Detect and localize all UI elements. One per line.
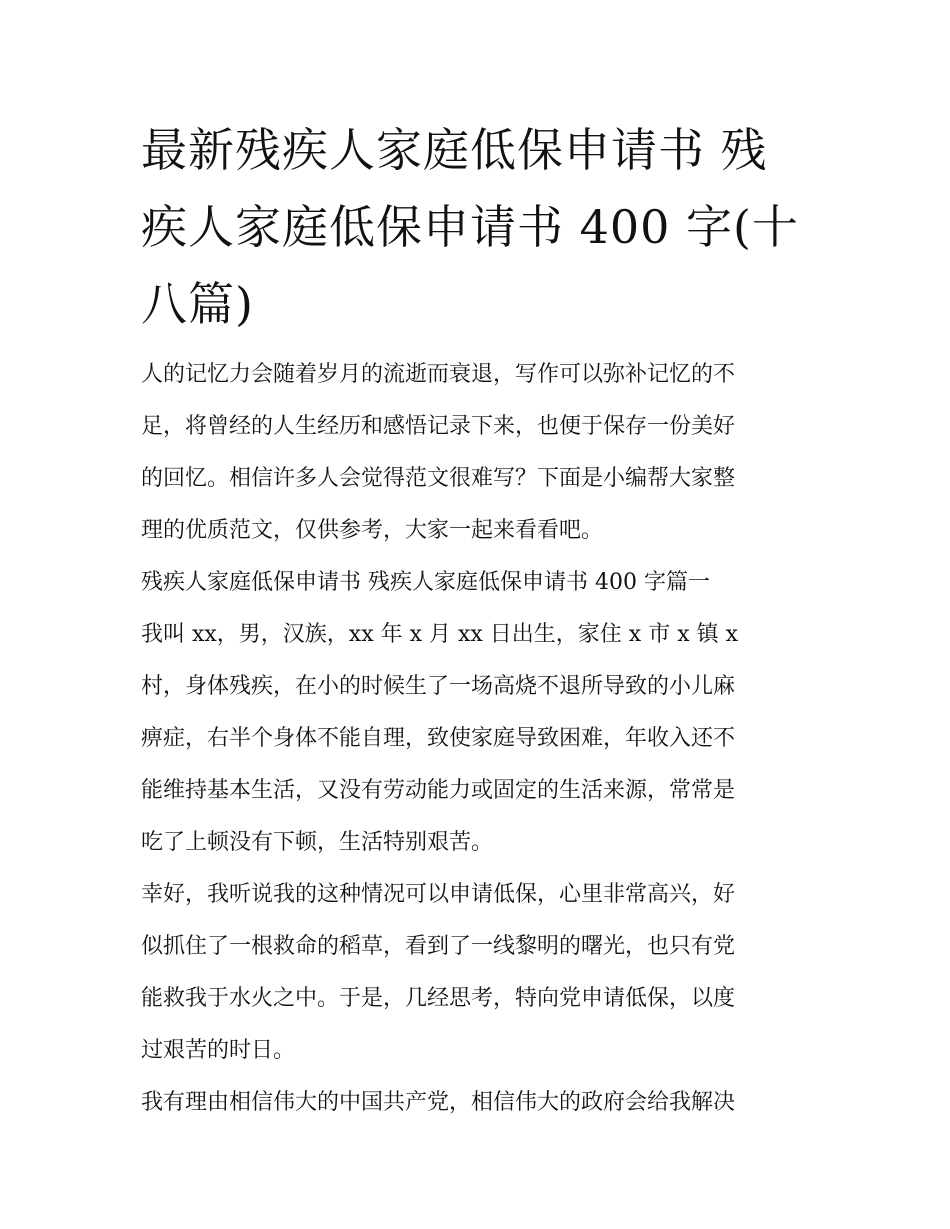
title-line-3: 八篇) [141,277,254,331]
body-line: 幸好，我听说我的这种情况可以申请低保，心里非常高兴，好 [141,882,736,907]
title-line-2: 疾人家庭低保申请书 400 字(十 [141,200,799,254]
section-heading: 残疾人家庭低保申请书 残疾人家庭低保申请书 400 字篇一 [141,570,710,595]
body-line: 理的优质范文，仅供参考，大家一起来看看吧。 [141,518,604,543]
body-line: 似抓住了一根救命的稻草，看到了一线黎明的曙光，也只有党 [141,934,736,959]
body-line: 人的记忆力会随着岁月的流逝而衰退，写作可以弥补记忆的不 [141,362,736,387]
body-line: 我有理由相信伟大的中国共产党，相信伟大的政府会给我解决 [141,1090,736,1115]
body-line: 能救我于水火之中。于是，几经思考，特向党申请低保，以度 [141,986,736,1011]
body-line: 吃了上顿没有下顿，生活特别艰苦。 [141,830,494,855]
document-page [141,112,811,1129]
body-line: 我叫 xx，男，汉族，xx 年 x 月 xx 日出生，家住 x 市 x 镇 x [141,622,738,647]
title-line-1: 最新残疾人家庭低保申请书 残 [141,123,768,177]
body-line: 村，身体残疾，在小的时候生了一场高烧不退所导致的小儿麻 [141,674,736,699]
document-body [141,349,811,1129]
body-line: 的回忆。相信许多人会觉得范文很难写？下面是小编帮大家整 [141,466,736,491]
body-line: 痹症，右半个身体不能自理，致使家庭导致困难，年收入还不 [141,726,736,751]
body-line: 能维持基本生活，又没有劳动能力或固定的生活来源，常常是 [141,778,736,803]
body-line: 过艰苦的时日。 [141,1038,296,1063]
body-line: 足，将曾经的人生经历和感悟记录下来，也便于保存一份美好 [141,414,736,439]
document-title [141,112,811,343]
